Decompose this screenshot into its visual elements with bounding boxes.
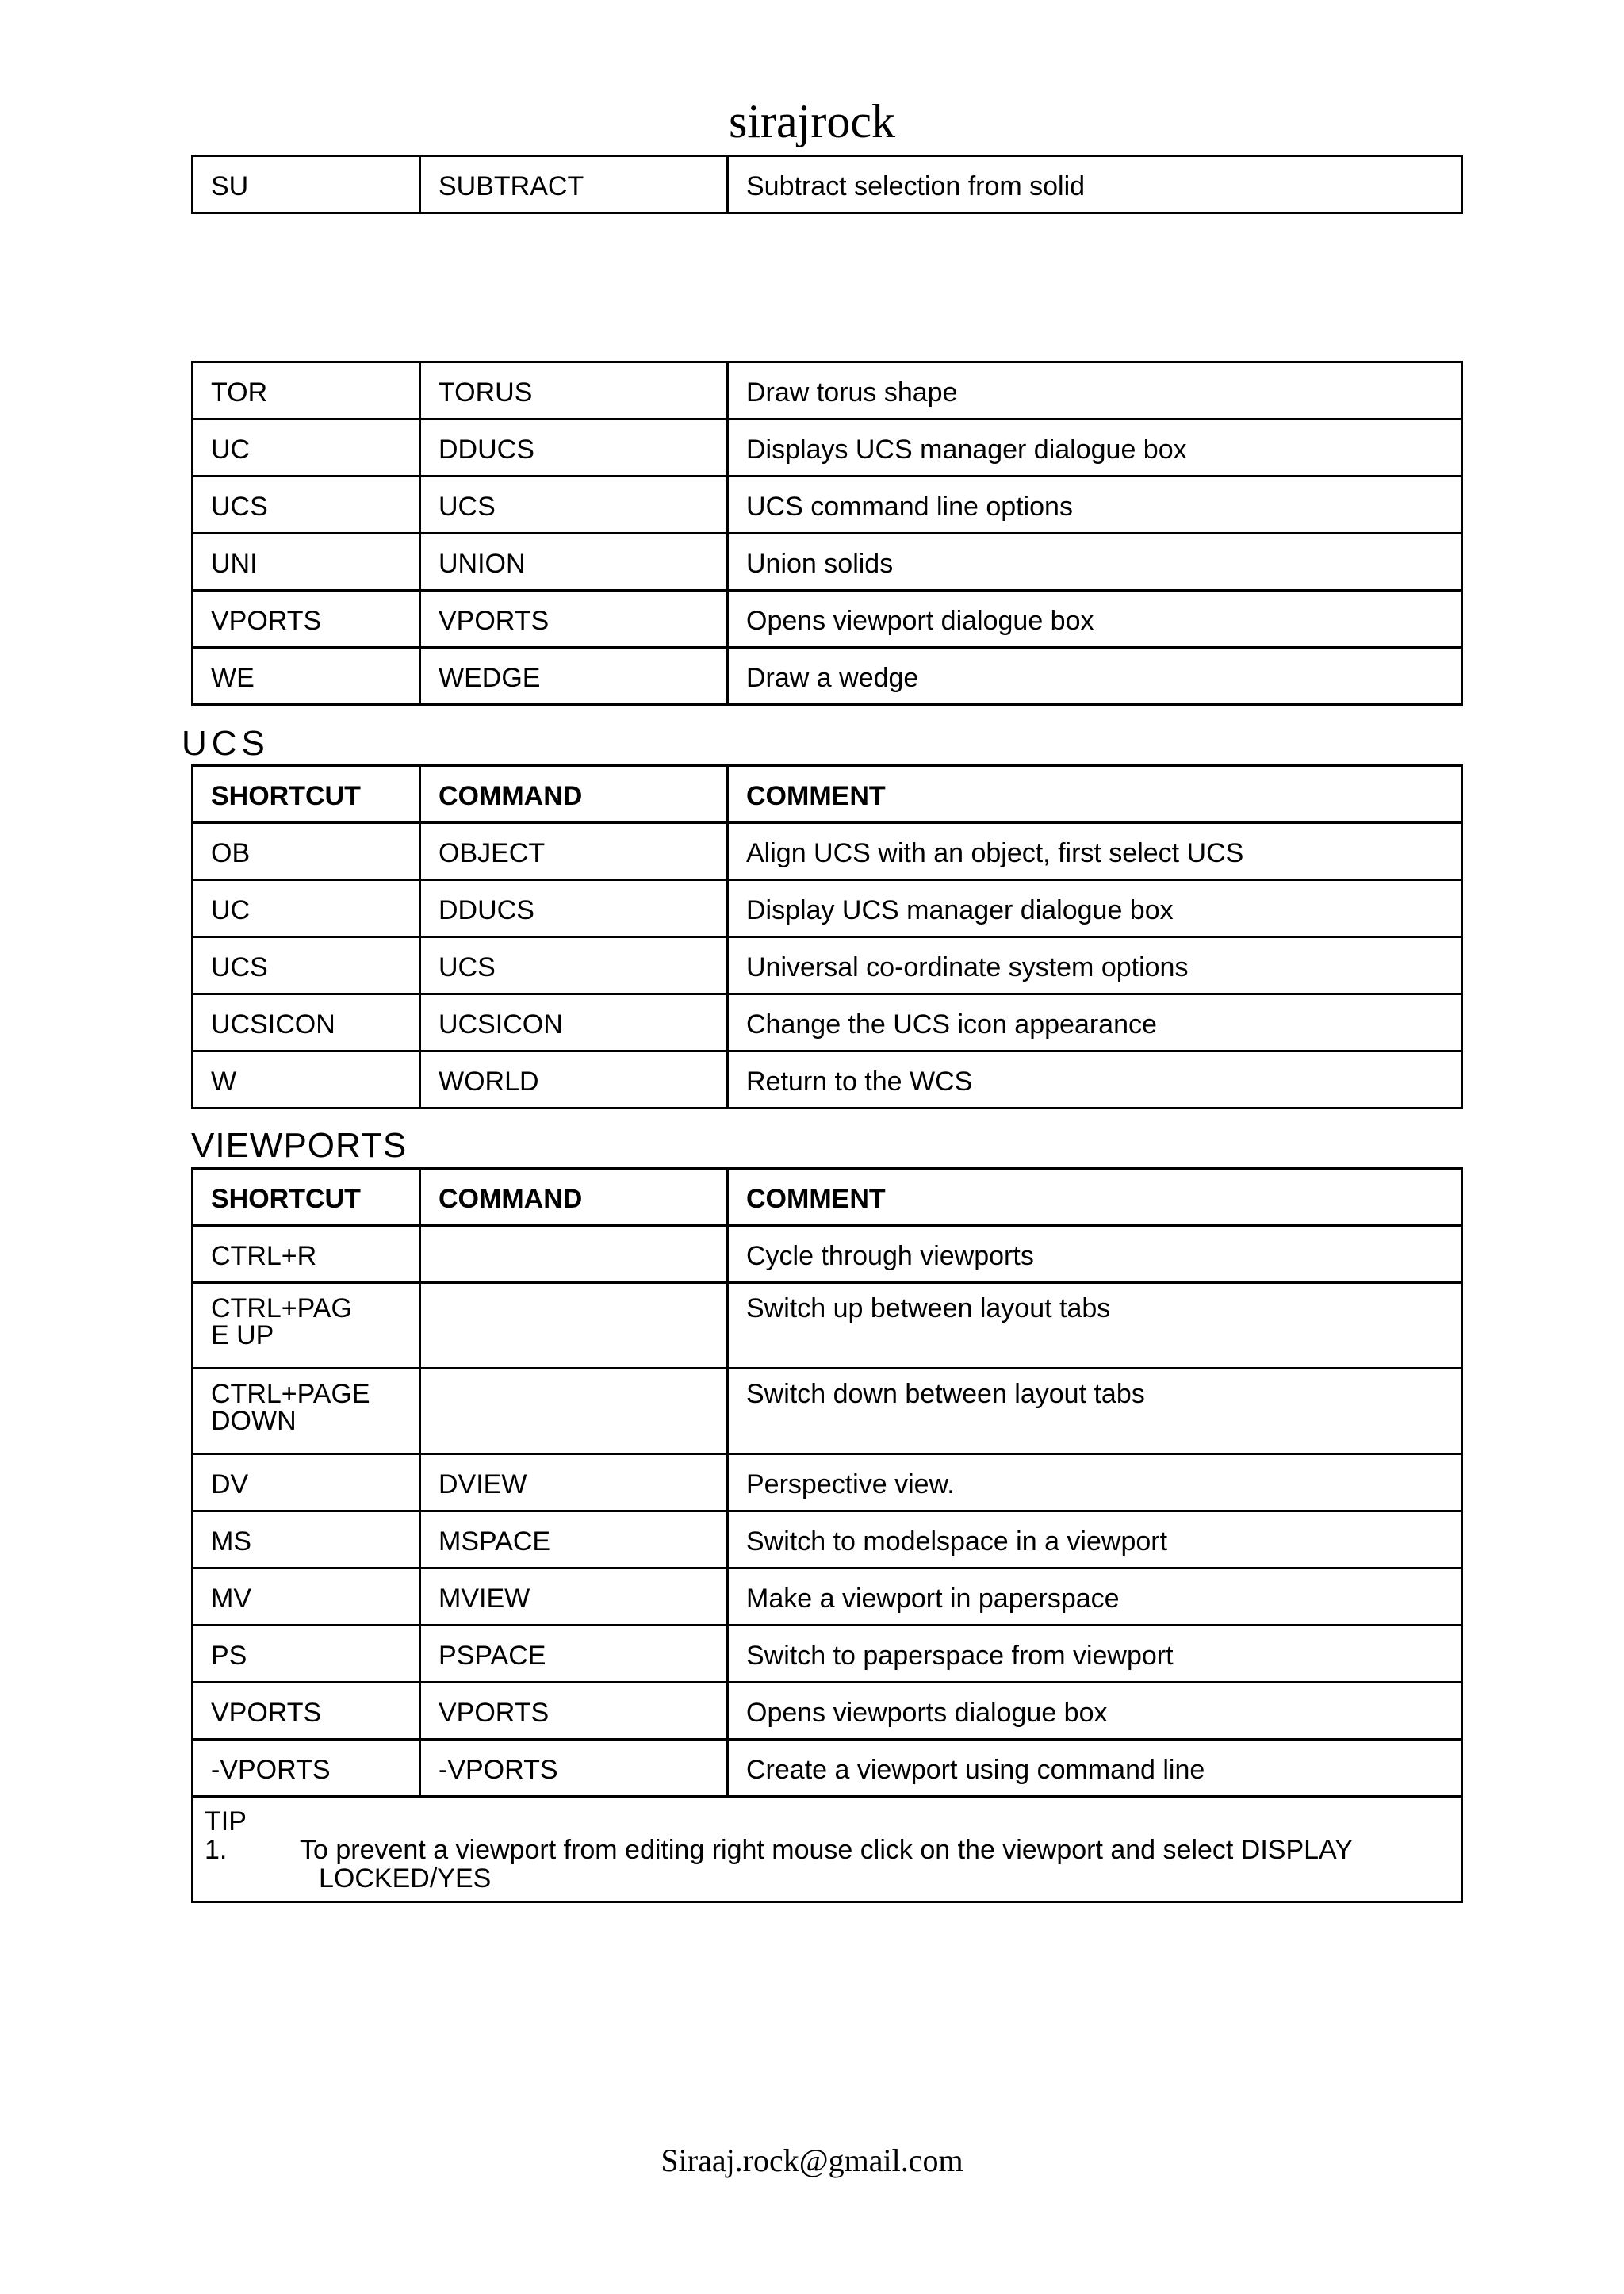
table-row [193,1454,1462,1511]
table-header-row [193,766,1462,823]
command-cell: MSPACE [420,1511,728,1568]
shortcut-cell: DV [193,1454,420,1511]
comment-cell: Switch down between layout tabs [728,1369,1462,1454]
table-row [193,534,1462,591]
command-cell: OBJECT [420,823,728,880]
shortcut-line: DOWN [211,1406,297,1436]
comment-cell: Subtract selection from solid [728,156,1462,213]
table-row [193,477,1462,534]
command-cell: DDUCS [420,880,728,937]
command-cell: VPORTS [420,1683,728,1740]
table-row [193,362,1462,419]
table-row [193,1226,1462,1283]
table-row [193,1568,1462,1626]
shortcut-cell: MS [193,1511,420,1568]
shortcut-cell: -VPORTS [193,1740,420,1797]
table-row [193,648,1462,705]
shortcut-cell: UCS [193,937,420,994]
shortcut-cell: WE [193,648,420,705]
command-cell: MVIEW [420,1568,728,1626]
tip-cell [193,1797,1462,1902]
tip-number: 1. [205,1835,228,1865]
comment-cell: Displays UCS manager dialogue box [728,419,1462,477]
command-cell: -VPORTS [420,1740,728,1797]
shortcut-cell: UNI [193,534,420,591]
tip-label: TIP [205,1806,247,1836]
table-row [193,1283,1462,1369]
table-solids [191,361,1463,706]
column-header-comment: COMMENT [728,1169,1462,1226]
shortcut-cell: CTRL+R [193,1226,420,1283]
table-row [193,419,1462,477]
comment-cell: Draw torus shape [728,362,1462,419]
table-row [193,1683,1462,1740]
comment-cell: Opens viewports dialogue box [728,1683,1462,1740]
comment-cell: Switch to paperspace from viewport [728,1626,1462,1683]
command-cell [420,1226,728,1283]
command-cell: UCS [420,937,728,994]
shortcut-cell: VPORTS [193,591,420,648]
command-cell: UCS [420,477,728,534]
shortcut-cell: PS [193,1626,420,1683]
table-ucs [191,764,1463,1109]
table-row [193,823,1462,880]
table-row [193,994,1462,1051]
comment-cell: Cycle through viewports [728,1226,1462,1283]
shortcut-line: CTRL+PAGE [211,1379,370,1409]
tip-row [193,1797,1462,1902]
footer-email: Siraaj.rock@gmail.com [661,2143,963,2178]
shortcut-cell: UC [193,880,420,937]
table-row [193,1740,1462,1797]
command-cell: PSPACE [420,1626,728,1683]
column-header-shortcut: SHORTCUT [193,1169,420,1226]
shortcut-cell: UC [193,419,420,477]
column-header-command: COMMAND [420,766,728,823]
page-header-title: sirajrock [729,95,895,147]
table-top [191,155,1463,214]
tip-continuation: LOCKED/YES [319,1863,492,1894]
table-row [193,1369,1462,1454]
shortcut-line: E UP [211,1320,274,1350]
shortcut-cell: OB [193,823,420,880]
table-row [193,591,1462,648]
table-viewports [191,1167,1463,1903]
comment-cell: Universal co-ordinate system options [728,937,1462,994]
comment-cell: Switch to modelspace in a viewport [728,1511,1462,1568]
table-row [193,880,1462,937]
comment-cell: Switch up between layout tabs [728,1283,1462,1369]
shortcut-cell: W [193,1051,420,1109]
command-cell: TORUS [420,362,728,419]
table-row [193,937,1462,994]
column-header-comment: COMMENT [728,766,1462,823]
command-cell: SUBTRACT [420,156,728,213]
shortcut-cell: TOR [193,362,420,419]
comment-cell: Draw a wedge [728,648,1462,705]
command-cell: DVIEW [420,1454,728,1511]
comment-cell: Align UCS with an object, first select UCS [728,823,1462,880]
shortcut-cell: VPORTS [193,1683,420,1740]
tip-text: To prevent a viewport from editing right mouse click on the viewport and select DISPLAY [300,1835,1353,1865]
command-cell [420,1283,728,1369]
comment-cell: Union solids [728,534,1462,591]
shortcut-cell: MV [193,1568,420,1626]
comment-cell: Create a viewport using command line [728,1740,1462,1797]
table-row [193,156,1462,213]
shortcut-cell [193,1283,420,1369]
command-cell: UNION [420,534,728,591]
section-title-ucs: UCS [182,724,270,763]
command-cell: VPORTS [420,591,728,648]
command-cell: WORLD [420,1051,728,1109]
column-header-command: COMMAND [420,1169,728,1226]
shortcut-cell: UCSICON [193,994,420,1051]
section-title-viewports: VIEWPORTS [191,1126,408,1165]
comment-cell: Display UCS manager dialogue box [728,880,1462,937]
shortcut-line: CTRL+PAG [211,1293,352,1323]
comment-cell: UCS command line options [728,477,1462,534]
table-row [193,1511,1462,1568]
table-header-row [193,1169,1462,1226]
comment-cell: Opens viewport dialogue box [728,591,1462,648]
command-cell: UCSICON [420,994,728,1051]
tip-item [205,1836,1450,1864]
shortcut-cell: UCS [193,477,420,534]
column-header-shortcut: SHORTCUT [193,766,420,823]
shortcut-cell [193,1369,420,1454]
comment-cell: Return to the WCS [728,1051,1462,1109]
shortcut-cell: SU [193,156,420,213]
comment-cell: Perspective view. [728,1454,1462,1511]
command-cell: WEDGE [420,648,728,705]
table-row [193,1051,1462,1109]
comment-cell: Make a viewport in paperspace [728,1568,1462,1626]
comment-cell: Change the UCS icon appearance [728,994,1462,1051]
command-cell: DDUCS [420,419,728,477]
command-cell [420,1369,728,1454]
table-row [193,1626,1462,1683]
